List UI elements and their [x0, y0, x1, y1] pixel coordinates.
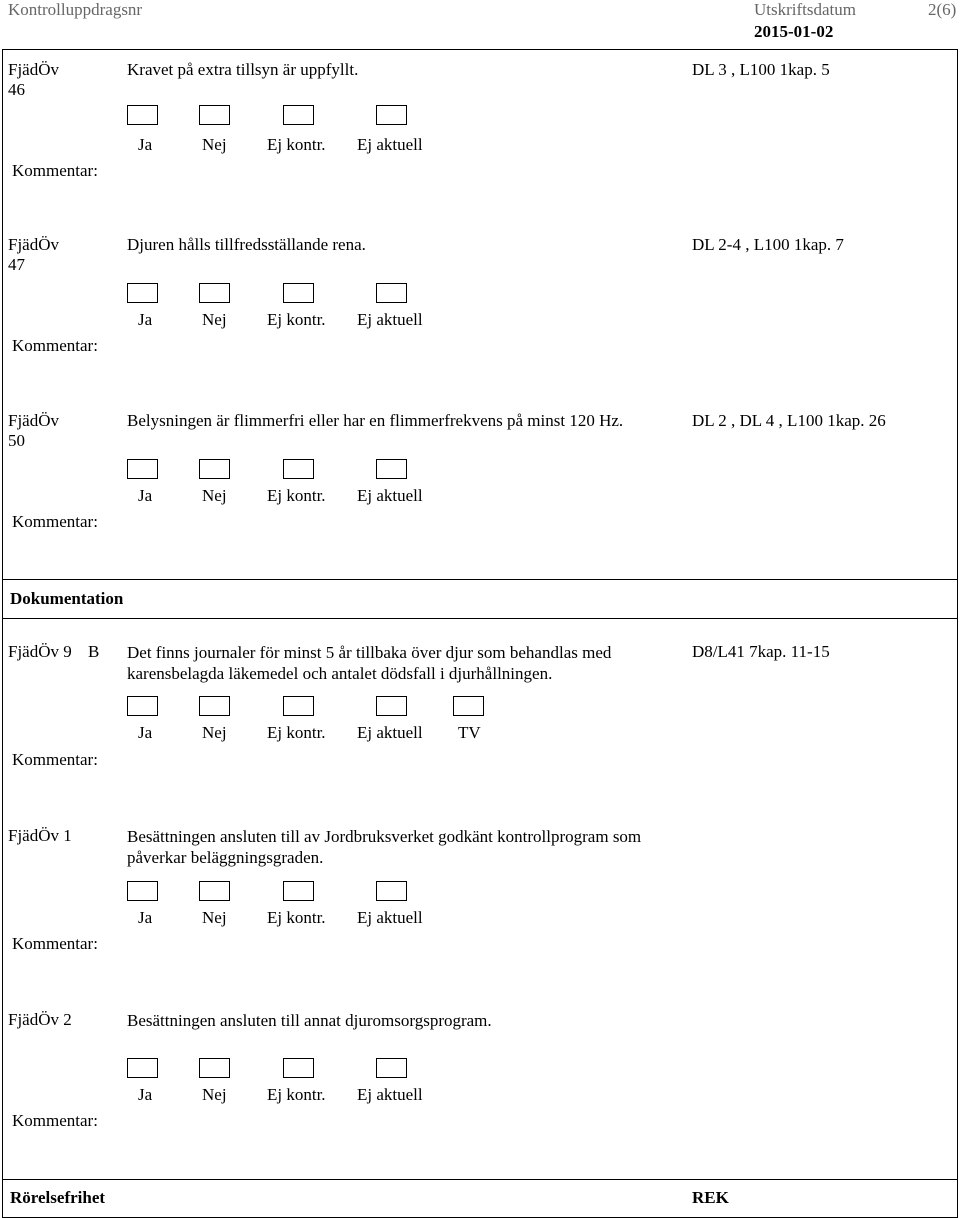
checkbox-ej-aktuell[interactable] — [376, 105, 407, 125]
form-frame — [2, 49, 958, 1218]
label-ej-aktuell: Ej aktuell — [357, 723, 423, 742]
checkbox-ej-kontr[interactable] — [283, 1058, 314, 1078]
item-id: FjädÖv 2 — [8, 1010, 72, 1029]
label-ej-kontr: Ej kontr. — [267, 1085, 326, 1104]
item-flag: B — [88, 642, 100, 661]
label-ej-kontr: Ej kontr. — [267, 908, 326, 927]
page-number: 2(6) — [928, 0, 957, 19]
item-reference: DL 2-4 , L100 1kap. 7 — [692, 235, 844, 254]
divider — [2, 1179, 958, 1180]
item-id-number: 47 — [8, 255, 25, 274]
checkbox-ej-kontr[interactable] — [283, 283, 314, 303]
item-reference: DL 3 , L100 1kap. 5 — [692, 60, 830, 79]
checkbox-ja[interactable] — [127, 459, 158, 479]
rek-label: REK — [692, 1188, 729, 1207]
checkbox-ej-kontr[interactable] — [283, 105, 314, 125]
item-id: FjädÖv 1 — [8, 826, 72, 845]
item-id: FjädÖv — [8, 411, 59, 430]
item-text: Besättningen ansluten till annat djuromsorgsprogram. — [127, 1011, 492, 1030]
print-date-label: Utskriftsdatum — [754, 0, 856, 19]
checkbox-nej[interactable] — [199, 283, 230, 303]
comment-label: Kommentar: — [12, 161, 98, 180]
label-ja: Ja — [138, 723, 153, 742]
item-text: Belysningen är flimmerfri eller har en flimmerfrekvens på minst 120 Hz. — [127, 411, 624, 430]
item-text: Det finns journaler för minst 5 år tillbaka över djur som behandlas med karensbelagda läkemedel och antalet dödsfall i djurhållningen. — [127, 643, 612, 683]
label-ej-aktuell: Ej aktuell — [357, 486, 423, 505]
item-id: FjädÖv — [8, 60, 59, 79]
label-nej: Nej — [202, 908, 227, 927]
label-ja: Ja — [138, 1085, 153, 1104]
comment-label: Kommentar: — [12, 750, 98, 769]
checkbox-nej[interactable] — [199, 1058, 230, 1078]
item-id: FjädÖv — [8, 235, 59, 254]
label-ej-aktuell: Ej aktuell — [357, 135, 423, 154]
item-text: Besättningen ansluten till av Jordbruksverket godkänt kontrollprogram som påverkar beläggningsgraden. — [127, 827, 642, 867]
checkbox-ja[interactable] — [127, 881, 158, 901]
item-reference: D8/L41 7kap. 11-15 — [692, 642, 830, 661]
checkbox-ja[interactable] — [127, 283, 158, 303]
divider — [2, 618, 958, 619]
item-text: Kravet på extra tillsyn är uppfyllt. — [127, 60, 359, 79]
label-ej-kontr: Ej kontr. — [267, 723, 326, 742]
label-ja: Ja — [138, 135, 153, 154]
header-left: Kontrolluppdragsnr — [8, 0, 143, 19]
label-ja: Ja — [138, 486, 153, 505]
comment-label: Kommentar: — [12, 934, 98, 953]
checkbox-nej[interactable] — [199, 459, 230, 479]
comment-label: Kommentar: — [12, 336, 98, 355]
checkbox-ej-kontr[interactable] — [283, 696, 314, 716]
label-ej-kontr: Ej kontr. — [267, 310, 326, 329]
checkbox-ej-aktuell[interactable] — [376, 696, 407, 716]
label-ej-kontr: Ej kontr. — [267, 486, 326, 505]
checkbox-nej[interactable] — [199, 696, 230, 716]
section-title-dokumentation: Dokumentation — [10, 589, 124, 608]
item-id: FjädÖv 9 — [8, 642, 72, 661]
checkbox-ej-aktuell[interactable] — [376, 459, 407, 479]
checkbox-nej[interactable] — [199, 105, 230, 125]
label-ej-aktuell: Ej aktuell — [357, 1085, 423, 1104]
checkbox-ej-kontr[interactable] — [283, 459, 314, 479]
checkbox-ja[interactable] — [127, 1058, 158, 1078]
label-ja: Ja — [138, 310, 153, 329]
comment-label: Kommentar: — [12, 512, 98, 531]
label-ej-aktuell: Ej aktuell — [357, 908, 423, 927]
checkbox-ej-aktuell[interactable] — [376, 1058, 407, 1078]
checkbox-ej-aktuell[interactable] — [376, 881, 407, 901]
checkbox-ja[interactable] — [127, 696, 158, 716]
checkbox-ja[interactable] — [127, 105, 158, 125]
label-ej-aktuell: Ej aktuell — [357, 310, 423, 329]
label-nej: Nej — [202, 135, 227, 154]
label-nej: Nej — [202, 1085, 227, 1104]
checkbox-nej[interactable] — [199, 881, 230, 901]
label-nej: Nej — [202, 310, 227, 329]
label-nej: Nej — [202, 723, 227, 742]
item-text: Djuren hålls tillfredsställande rena. — [127, 235, 366, 254]
label-nej: Nej — [202, 486, 227, 505]
item-id-number: 50 — [8, 431, 25, 450]
divider — [2, 579, 958, 580]
checkbox-ej-kontr[interactable] — [283, 881, 314, 901]
section-title-rorelsefrihet: Rörelsefrihet — [10, 1188, 106, 1207]
label-ja: Ja — [138, 908, 153, 927]
label-ej-kontr: Ej kontr. — [267, 135, 326, 154]
item-id-number: 46 — [8, 80, 25, 99]
label-tv: TV — [458, 723, 481, 742]
checkbox-tv[interactable] — [453, 696, 484, 716]
comment-label: Kommentar: — [12, 1111, 98, 1130]
item-reference: DL 2 , DL 4 , L100 1kap. 26 — [692, 411, 886, 430]
checkbox-ej-aktuell[interactable] — [376, 283, 407, 303]
print-date: 2015-01-02 — [754, 22, 834, 41]
